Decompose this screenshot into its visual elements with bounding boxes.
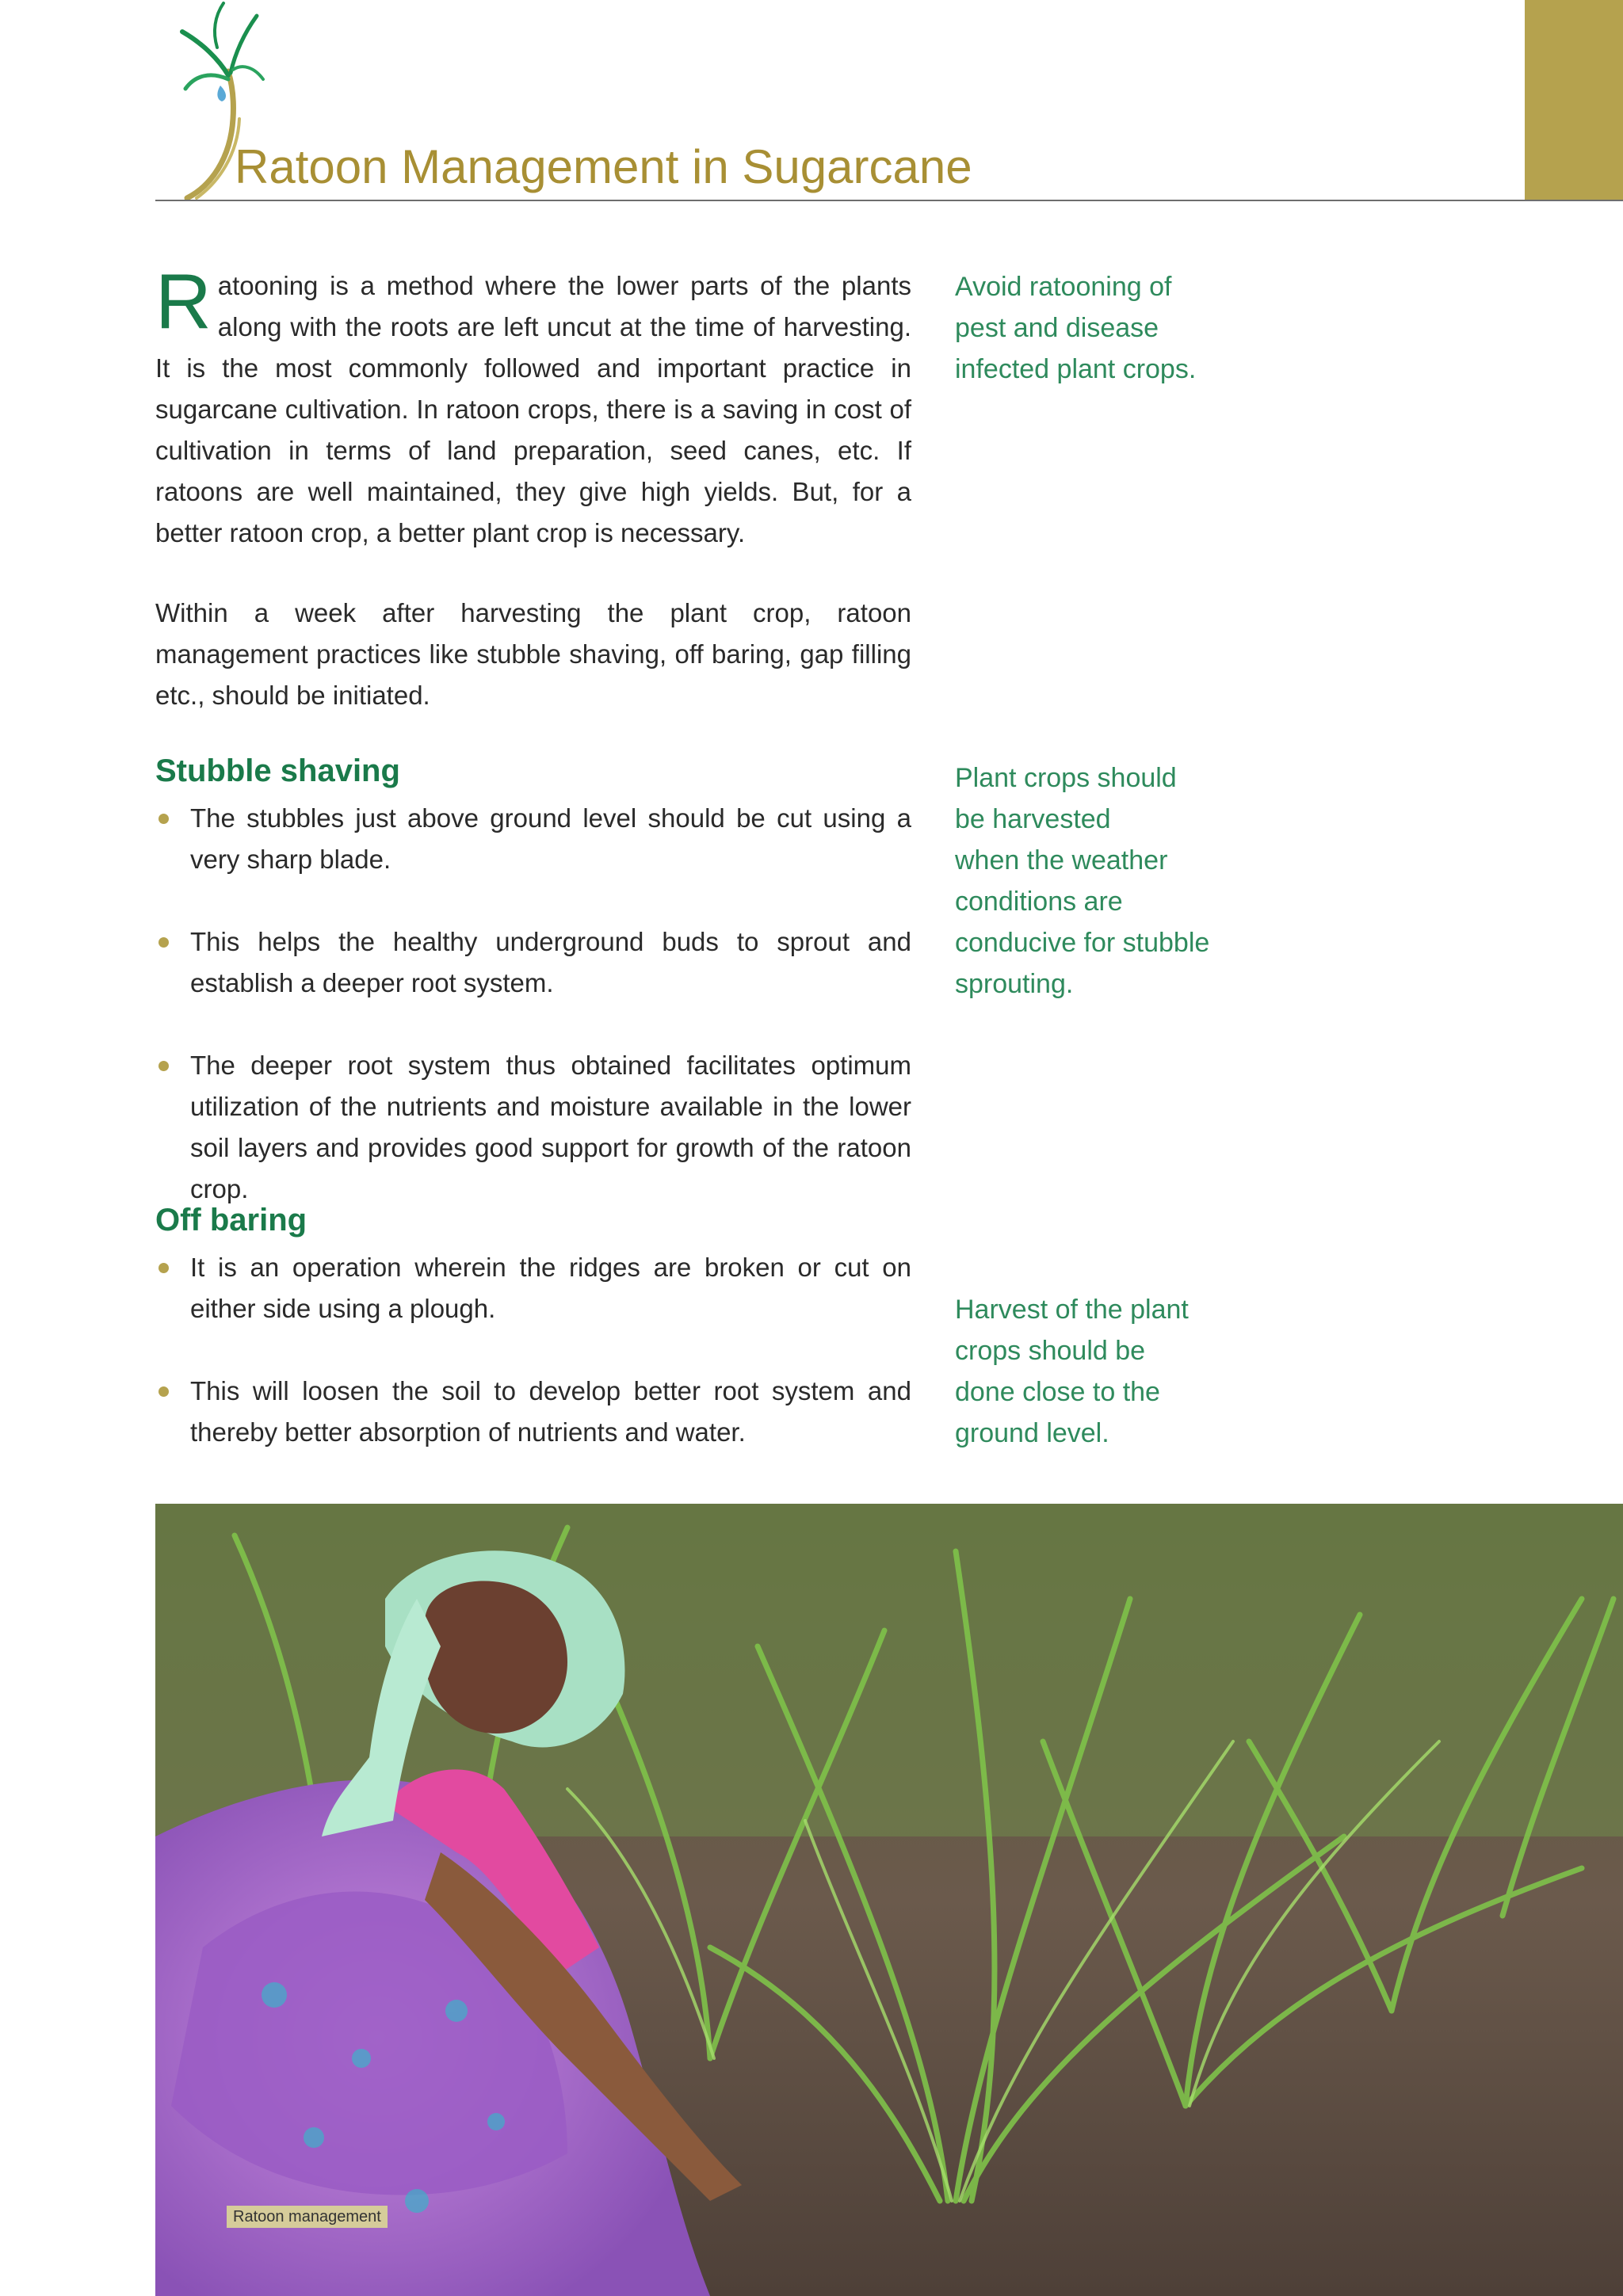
sidenote-line: when the weather: [955, 845, 1168, 875]
section-heading-stubble-shaving: Stubble shaving: [155, 753, 400, 788]
sidenote-line: sprouting.: [955, 969, 1074, 999]
sidenote-line: conducive for stubble: [955, 928, 1210, 958]
list-item: The stubbles just above ground level should be cut using a very sharp blade.: [155, 798, 911, 880]
list-item: This helps the healthy underground buds to sprout and establish a deeper root system.: [155, 921, 911, 1004]
list-item: This will loosen the soil to develop better root system and thereby better absorption of nutrients and water.: [155, 1371, 911, 1453]
stubble-shaving-list: [155, 798, 911, 1210]
sidenote-line: done close to the: [955, 1377, 1160, 1407]
intro-paragraph: [155, 257, 911, 554]
sidenote-harvest-weather: [955, 757, 1288, 1005]
title-divider: [155, 200, 1623, 201]
off-baring-list: [155, 1247, 911, 1453]
sidenote-line: pest and disease: [955, 313, 1159, 343]
drop-cap: R: [155, 257, 212, 345]
section-heading-off-baring: Off baring: [155, 1203, 307, 1238]
sidenote-line: be harvested: [955, 804, 1111, 834]
sidenote-line: Plant crops should: [955, 763, 1177, 793]
list-item: The deeper root system thus obtained facilitates optimum utilization of the nutrients and moisture available in the lower soil layers and provides good support for growth of the ratoon crop.: [155, 1045, 911, 1210]
sidenote-line: crops should be: [955, 1336, 1146, 1366]
sidenote-line: Harvest of the plant: [955, 1295, 1189, 1325]
sidenote-avoid-ratooning: [955, 266, 1288, 390]
page-title: Ratoon Management in Sugarcane: [235, 140, 972, 193]
sidenote-line: conditions are: [955, 887, 1123, 917]
photo-caption: Ratoon management: [227, 2206, 388, 2228]
intro-paragraph-2-text: Within a week after harvesting the plant crop, ratoon management practices like stubble shaving, off baring, gap filling etc., should be initiated.: [155, 598, 911, 710]
sidenote-line: Avoid ratooning of: [955, 272, 1172, 302]
sidenote-line: infected plant crops.: [955, 354, 1197, 384]
sidenote-ground-level: [955, 1289, 1288, 1454]
list-item: It is an operation wherein the ridges are broken or cut on either side using a plough.: [155, 1247, 911, 1329]
intro-paragraph-text: atooning is a method where the lower parts of the plants along with the roots are left uncut at the time of harvesting. It is the most commonly followed and important practice in sugarcane cultivation. In ratoon crops, there is a saving in cost of cultivation in terms of land preparation, seed canes, etc. If ratoons are well maintained, they give high yields. But, for a better ratoon crop, a better plant crop is necessary.: [155, 271, 911, 547]
intro-paragraph-2: [155, 593, 911, 716]
corner-tab: [1525, 0, 1623, 200]
field-photo-illustration: [155, 1504, 1623, 2296]
field-photo: [155, 1504, 1623, 2296]
sidenote-line: ground level.: [955, 1418, 1109, 1448]
